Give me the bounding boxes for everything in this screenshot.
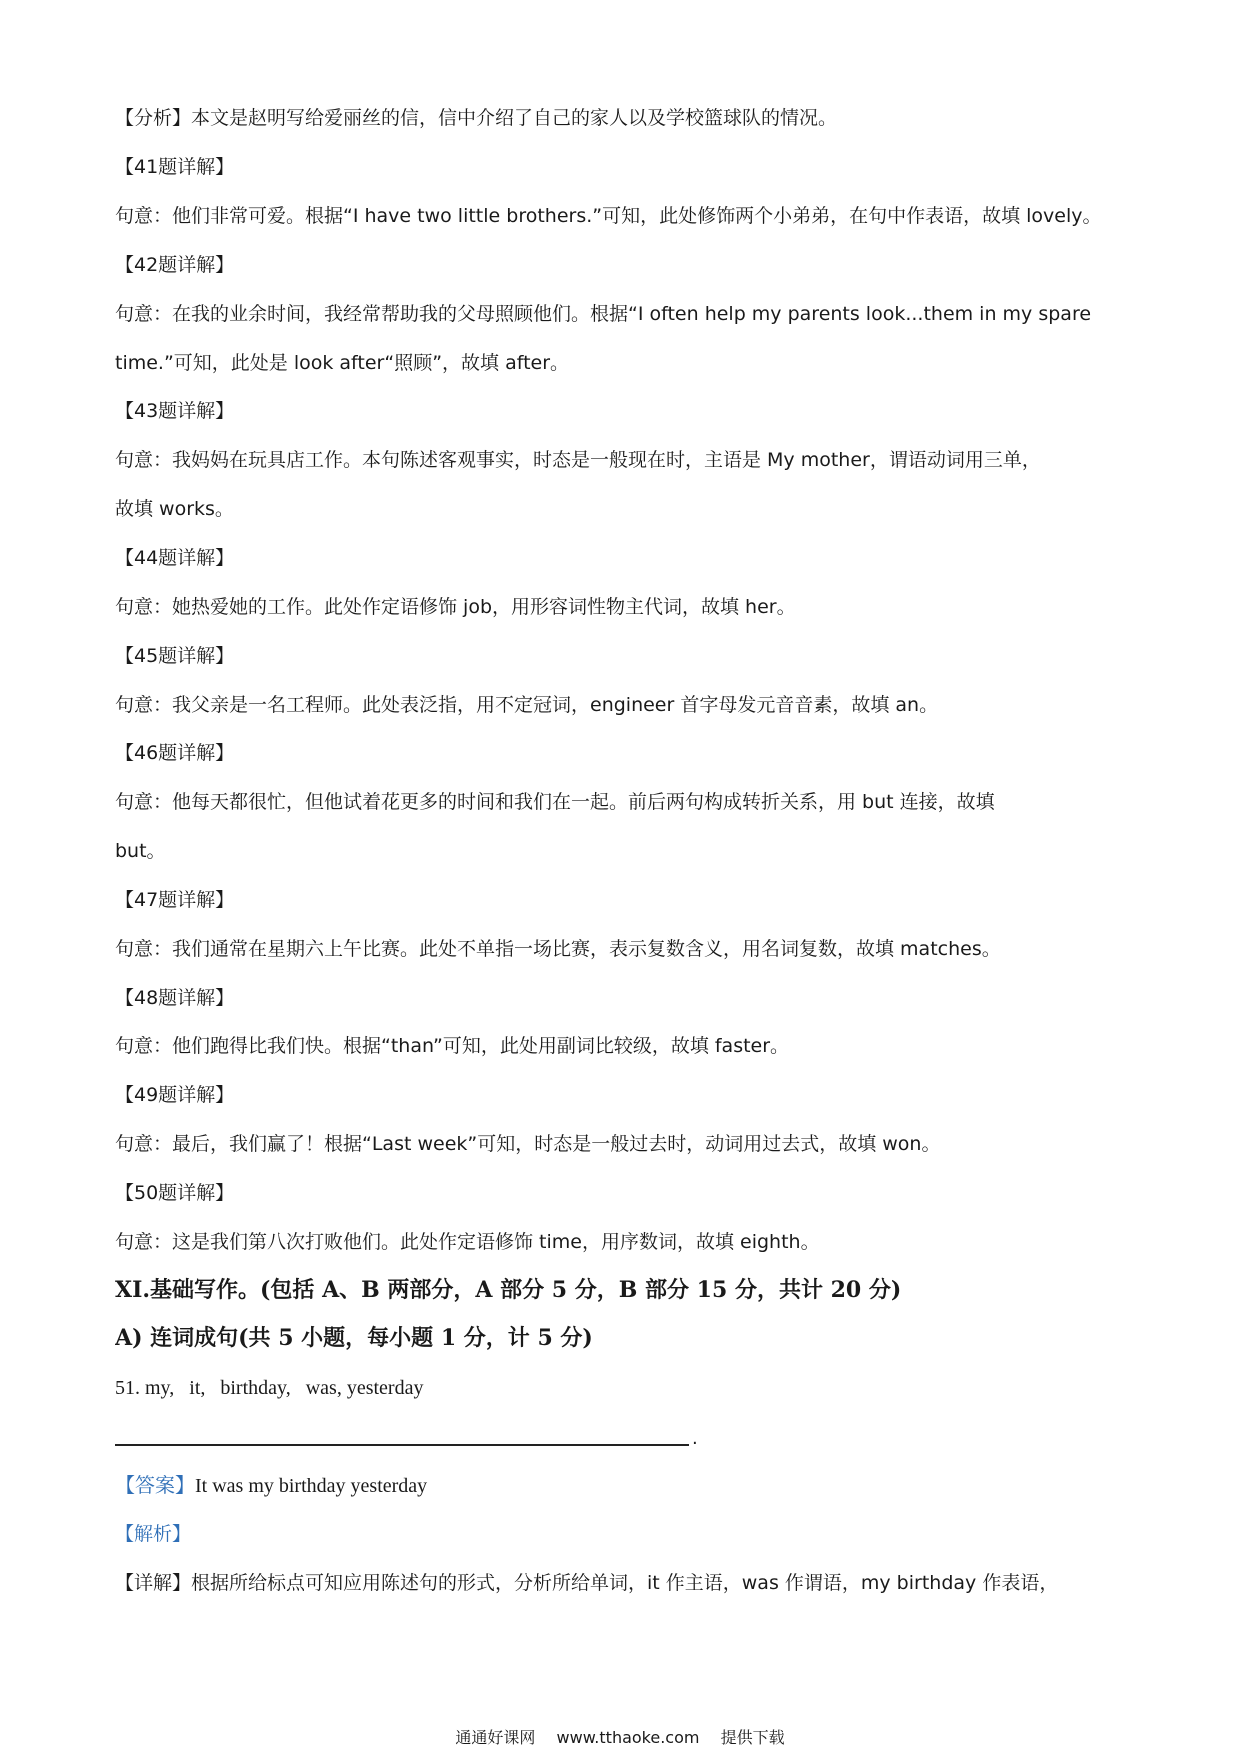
answer-blank-period: . <box>692 1428 698 1449</box>
item-heading: 【46题详解】 <box>115 742 235 764</box>
item-explanation: 句意：在我的业余时间，我经常帮助我的父母照顾他们。根据“I often help my parents look...them in my spare <box>115 303 1092 325</box>
item-explanation: 句意：我们通常在星期六上午比赛。此处不单指一场比赛，表示复数含义，用名词复数，故填 matches。 <box>115 938 1001 960</box>
item-explanation: 句意：他们非常可爱。根据“I have two little brothers.”可知，此处修饰两个小弟弟，在句中作表语，故填 lovely。 <box>115 205 1102 227</box>
answer-row <box>115 1473 1130 1499</box>
item-heading: 【41题详解】 <box>115 156 235 178</box>
item-heading: 【45题详解】 <box>115 645 235 667</box>
item-explanation: 句意：我父亲是一名工程师。此处表泛指，用不定冠词，engineer 首字母发元音音素，故填 an。 <box>115 694 939 716</box>
detail-text: 【详解】根据所给标点可知应用陈述句的形式，分析所给单词，it 作主语，was 作谓语，my birthday 作表语， <box>115 1572 1059 1594</box>
item-explanation: 句意：他们跑得比我们快。根据“than”可知，此处用副词比较级，故填 faster。 <box>115 1035 790 1057</box>
answer-blank-line <box>115 1444 689 1446</box>
item-explanation: 故填 works。 <box>115 498 234 520</box>
item-explanation: but。 <box>115 840 166 862</box>
footer-url[interactable]: www.tthaoke.com <box>556 1728 700 1747</box>
item-heading: 【42题详解】 <box>115 254 235 276</box>
footer-note: 提供下载 <box>720 1728 785 1747</box>
item-explanation: 句意：最后，我们赢了！根据“Last week”可知，时态是一般过去时，动词用过去式，故填 won。 <box>115 1133 941 1155</box>
item-heading: 【47题详解】 <box>115 889 235 911</box>
item-explanation: 句意：她热爱她的工作。此处作定语修饰 job，用形容词性物主代词，故填 her。 <box>115 596 796 618</box>
item-heading: 【43题详解】 <box>115 400 235 422</box>
item-explanation: 句意：他每天都很忙，但他试着花更多的时间和我们在一起。前后两句构成转折关系，用 but 连接，故填 <box>115 791 995 813</box>
item-heading: 【48题详解】 <box>115 987 235 1009</box>
analysis-intro: 【分析】本文是赵明写给爱丽丝的信，信中介绍了自己的家人以及学校篮球队的情况。 <box>115 107 838 129</box>
item-heading: 【50题详解】 <box>115 1182 235 1204</box>
footer-site-name: 通通好课网 <box>455 1728 536 1747</box>
page-footer <box>0 1727 1240 1749</box>
item-heading: 【44题详解】 <box>115 547 235 569</box>
item-heading: 【49题详解】 <box>115 1084 235 1106</box>
section-title: XI.基础写作。(包括 A、B 两部分，A 部分 5 分，B 部分 15 分，共计 20 分) <box>115 1277 902 1303</box>
analysis-label: 【解析】 <box>115 1523 192 1545</box>
answer-text: It was my birthday yesterday <box>195 1475 428 1497</box>
item-explanation: 句意：这是我们第八次打败他们。此处作定语修饰 time，用序数词，故填 eighth。 <box>115 1231 820 1253</box>
question-51: 51. my, it, birthday, was, yesterday <box>115 1377 424 1399</box>
item-explanation: 句意：我妈妈在玩具店工作。本句陈述客观事实，时态是一般现在时，主语是 My mother，谓语动词用三单， <box>115 449 1041 471</box>
item-explanation: time.”可知，此处是 look after“照顾”，故填 after。 <box>115 352 570 374</box>
subsection-title: A) 连词成句(共 5 小题，每小题 1 分，计 5 分) <box>115 1325 593 1351</box>
answer-label: 【答案】 <box>115 1475 195 1497</box>
